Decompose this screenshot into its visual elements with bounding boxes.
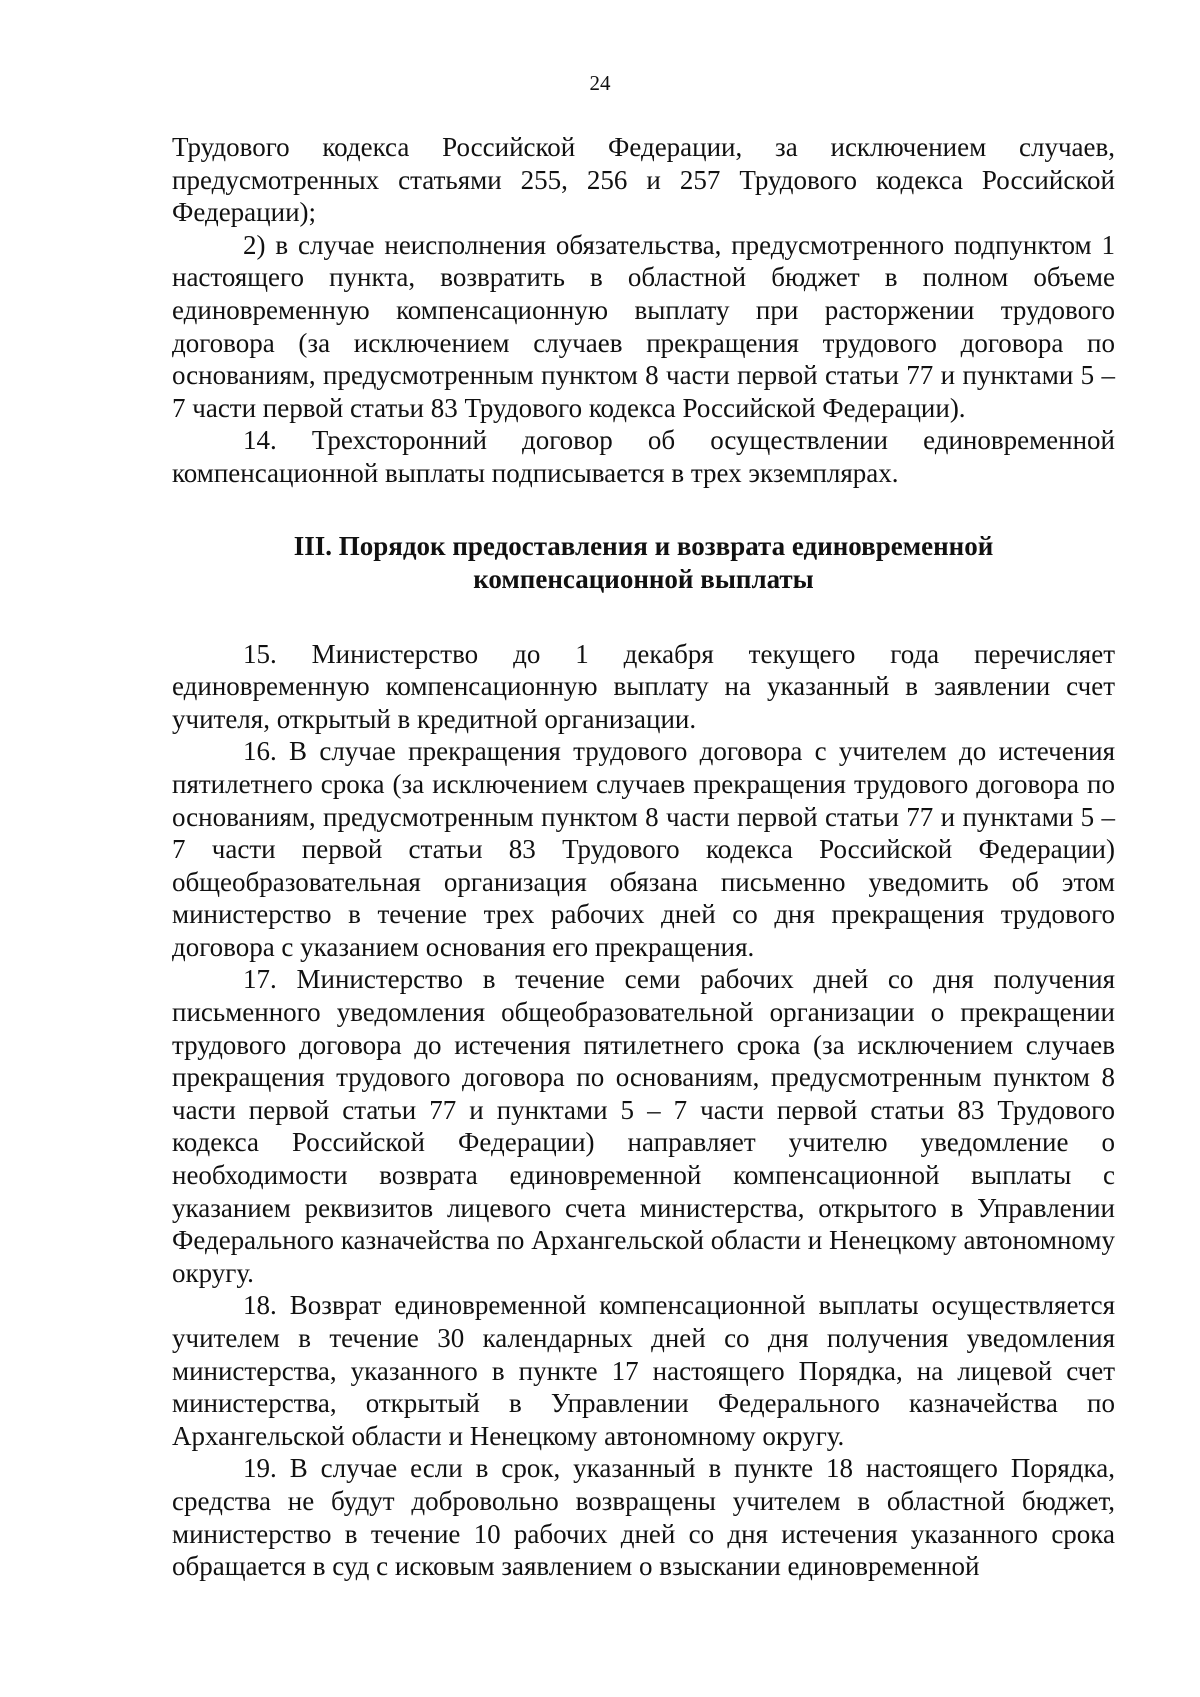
paragraph-item-2: 2) в случае неисполнения обязательства, предусмотренного подпунктом 1 настоящего пункта, возвратить в областной бюджет в полном объеме единовременную компенсационную выплату при расторжении трудового договора (за исключением случаев прекращения трудового договора по основаниям, предусмотренным пунктом 8 части первой статьи 77 и пунктами 5 – 7 части первой статьи 83 Трудового кодекса Российской Федерации). [172,229,1115,423]
paragraph-item-15: 15. Министерство до 1 декабря текущего года перечисляет единовременную компенсационную выплату на указанный в заявлении счет учителя, открытый в кредитной организации. [172,638,1115,734]
section-heading-line-2: компенсационной выплаты [473,563,814,594]
paragraph-item-19: 19. В случае если в срок, указанный в пункте 18 настоящего Порядка, средства не будут добровольно возвращены учителем в областной бюджет, министерство в течение 10 рабочих дней со дня истечения указанного срока обращается в суд с исковым заявлением о взыскании единовременной [172,1453,1115,1582]
paragraph-item-16: 16. В случае прекращения трудового договора с учителем до истечения пятилетнего срока (за исключением случаев прекращения трудового договора по основаниям, предусмотренным пунктом 8 части первой статьи 77 и пунктами 5 – 7 части первой статьи 83 Трудового кодекса Российской Федерации) общеобразовательная организация обязана письменно уведомить об этом министерство в течение трех рабочих дней со дня прекращения трудового договора с указанием основания его прекращения. [172,736,1115,962]
page-number: 24 [589,71,611,95]
paragraph-item-18: 18. Возврат единовременной компенсационной выплаты осуществляется учителем в течение 30 календарных дней со дня получения уведомления министерства, указанного в пункте 17 настоящего Порядка, на лицевой счет министерства, открытый в Управлении Федерального казначейства по Архангельской области и Ненецкому автономному округу. [172,1290,1115,1451]
section-heading-line-1: III. Порядок предоставления и возврата единовременной [293,530,994,561]
paragraph-item-14: 14. Трехсторонний договор об осуществлении единовременной компенсационной выплаты подписывается в трех экземплярах. [172,425,1115,488]
document-body [172,131,1115,1583]
section-heading [172,530,1115,596]
paragraph-continuation: Трудового кодекса Российской Федерации, за исключением случаев, предусмотренных статьями 255, 256 и 257 Трудового кодекса Российской Федерации); [172,132,1115,228]
paragraph-item-17: 17. Министерство в течение семи рабочих дней со дня получения письменного уведомления общеобразовательной организации о прекращении трудового договора до истечения пятилетнего срока (за исключением случаев прекращения трудового договора по основаниям, предусмотренным пунктом 8 части первой статьи 77 и пунктами 5 – 7 части первой статьи 83 Трудового кодекса Российской Федерации) направляет учителю уведомление о необходимости возврата единовременной компенсационной выплаты с указанием реквизитов лицевого счета министерства, открытого в Управлении Федерального казначейства по Архангельской области и Ненецкому автономному округу. [172,964,1115,1288]
